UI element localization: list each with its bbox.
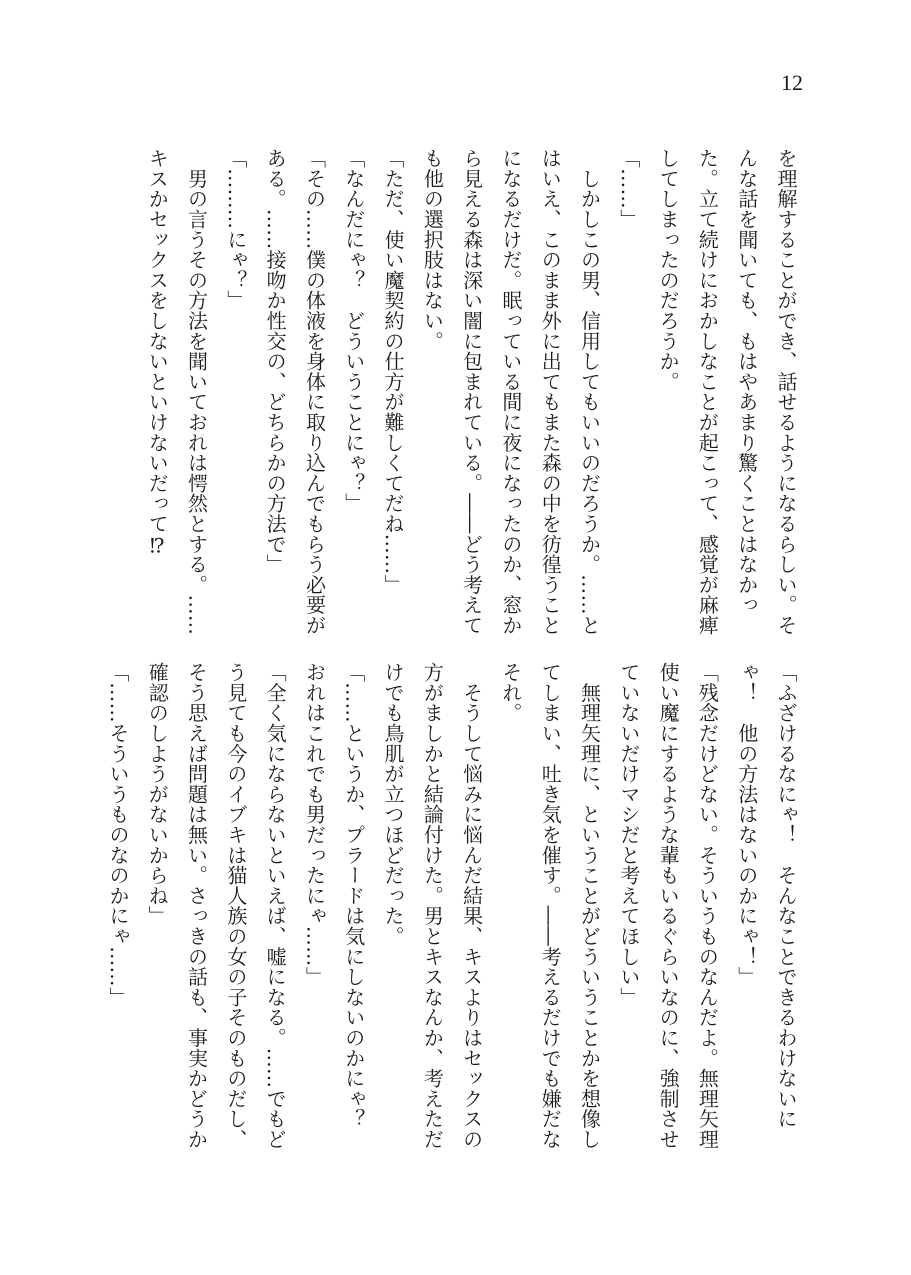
text-line: そう思えば問題は無い。さっきの話も、事実かどうか bbox=[184, 662, 209, 1150]
text-line: 確認のしようがないからね」 bbox=[145, 662, 170, 926]
text-line: キスかセックスをしないといけないだって⁉ bbox=[145, 148, 170, 558]
text-line: 男の言うその方法を聞いておれは愕然とする。…… bbox=[184, 148, 209, 636]
text-line: はいえ、このまま外に出てもまた森の中を彷徨うこと bbox=[538, 148, 563, 636]
text-block-bottom bbox=[98, 662, 805, 1149]
text-line: 「その……僕の体液を身体に取り込んでもらう必要が bbox=[302, 148, 327, 636]
text-line: それ。 bbox=[498, 662, 523, 723]
text-line: 「残念だけどない。そういうものなんだよ。無理矢理 bbox=[695, 662, 720, 1150]
text-line: 「なんだにゃ？ どういうことにゃ？」 bbox=[341, 148, 366, 514]
text-line: 「全く気にならないといえば、嘘になる。……でもど bbox=[263, 662, 288, 1150]
text-line: 「……というか、プラードは気にしないのかにゃ？ bbox=[341, 662, 366, 1129]
text-line: ていないだけマシだと考えてほしい」 bbox=[616, 662, 641, 1008]
text-line: う見ても今のイブキは猫人族の女の子そのものだし、 bbox=[223, 662, 248, 1150]
text-line: ら見える森は深い闇に包まれている。――どう考えて bbox=[459, 148, 484, 636]
text-line: 「……」 bbox=[616, 148, 641, 230]
text-line: 「ただ、使い魔契約の仕方が難しくてだね……」 bbox=[381, 148, 406, 595]
text-line: ゃ！ 他の方法はないのかにゃ！」 bbox=[734, 662, 759, 987]
text-line: てしまい、吐き気を催す。――考えるだけでも嫌だな bbox=[538, 662, 563, 1150]
text-line: も他の選択肢はない。 bbox=[420, 148, 445, 351]
text-line: 「………にゃ？」 bbox=[223, 148, 248, 311]
text-block-top bbox=[137, 148, 805, 635]
text-line: 無理矢理に、ということがどういうことかを想像し bbox=[577, 662, 602, 1150]
text-line: 「……そういうものなのかにゃ……」 bbox=[105, 662, 130, 1008]
text-line: してしまったのだろうか。 bbox=[656, 148, 681, 392]
page-number: 12 bbox=[781, 70, 803, 95]
text-line: 使い魔にするような輩もいるぐらいなのに、強制させ bbox=[656, 662, 681, 1150]
text-line: んな話を聞いても、もはやあまり驚くことはなかっ bbox=[734, 148, 759, 615]
text-line: た。立て続けにおかしなことが起こって、感覚が麻痺 bbox=[695, 148, 720, 636]
text-line: おれはこれでも男だったにゃ……」 bbox=[302, 662, 327, 987]
text-line: を理解することができ、話せるようになるらしい。そ bbox=[774, 148, 798, 636]
text-line: そうして悩みに悩んだ結果、キスよりはセックスの bbox=[459, 662, 484, 1150]
text-line: しかしこの男、信用してもいいのだろうか。……と bbox=[577, 148, 602, 636]
text-line: になるだけだ。眠っている間に夜になったのか、窓か bbox=[498, 148, 523, 636]
text-line: 「ふざけるなにゃ！ そんなことできるわけないに bbox=[774, 662, 798, 1129]
text-line: けでも鳥肌が立つほどだった。 bbox=[381, 662, 406, 947]
text-line: ある。……接吻か性交の、どちらかの方法で」 bbox=[263, 148, 288, 575]
text-line: 方がましかと結論付けた。男とキスなんか、考えただ bbox=[420, 662, 445, 1150]
